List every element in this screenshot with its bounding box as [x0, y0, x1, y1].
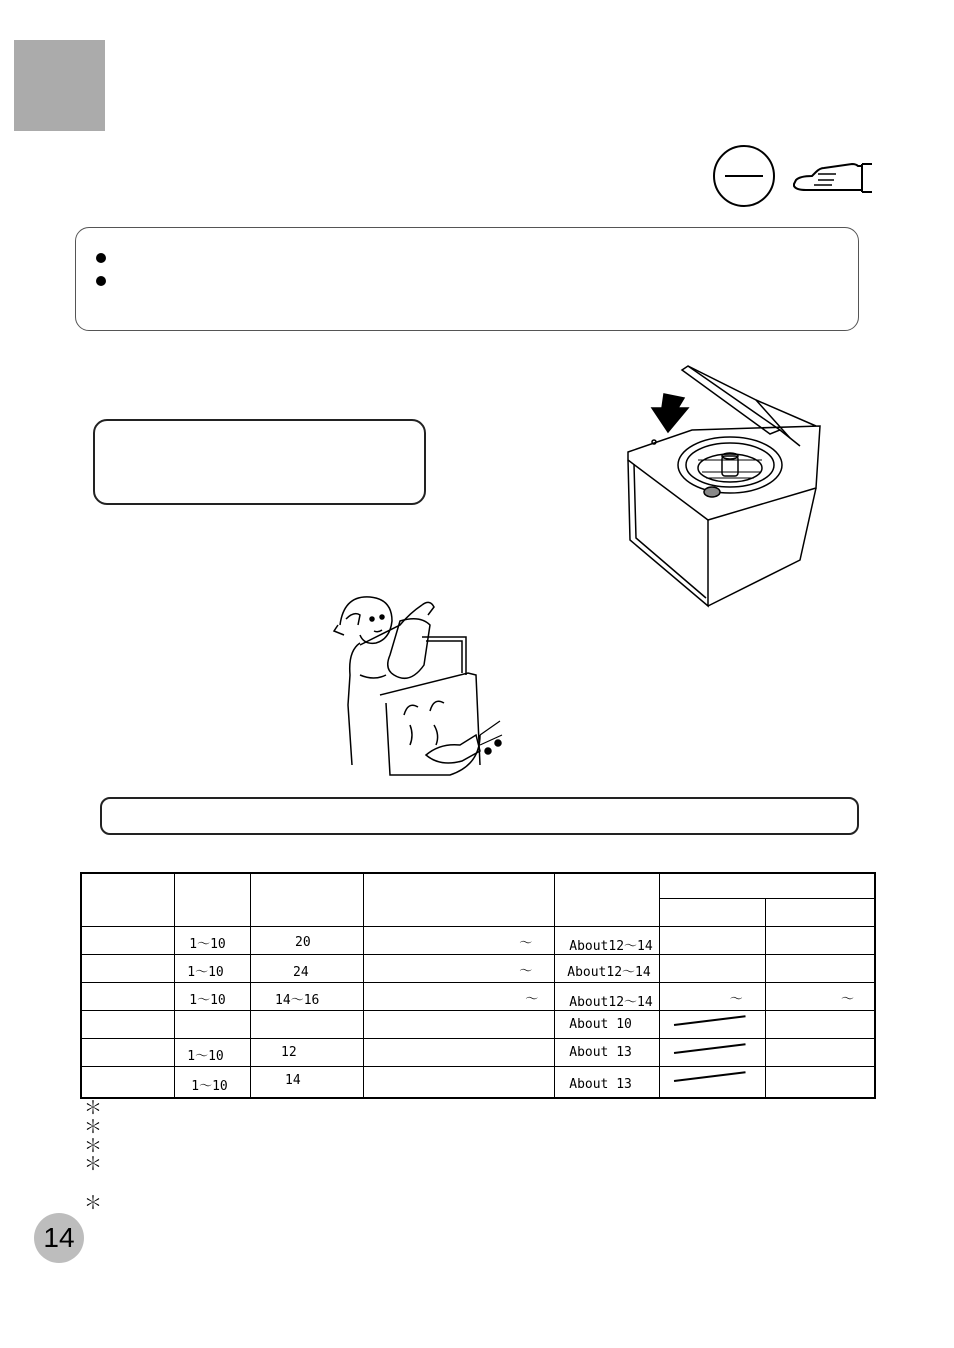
table-cell: 14	[285, 1073, 301, 1088]
table-row	[81, 955, 875, 983]
table-cell: 1～10	[187, 1049, 224, 1064]
table-cell: About 13	[569, 1077, 632, 1092]
table-cell: 1～10	[187, 965, 224, 980]
footnote-marker: ＊	[84, 1136, 102, 1157]
footnote-marker: ＊	[84, 1154, 102, 1175]
spec-table	[80, 872, 876, 1099]
page-number: 14	[34, 1213, 84, 1263]
table-row	[81, 927, 875, 955]
slash-mark	[674, 1015, 746, 1025]
pointing-hand-icon	[792, 158, 874, 196]
table-header-row	[81, 873, 875, 899]
section-color-block	[14, 40, 105, 131]
table-cell: ～	[519, 964, 533, 979]
table-cell: 24	[293, 965, 309, 980]
table-cell: ～	[840, 992, 854, 1007]
woman-washer-illustration	[330, 585, 510, 780]
table-cell: About 13	[569, 1045, 632, 1060]
table-cell: 1～10	[189, 993, 226, 1008]
table-cell: 1～10	[191, 1079, 228, 1094]
footnote-marker: ＊	[84, 1193, 102, 1214]
table-cell: About12～14	[569, 995, 653, 1010]
notice-box	[75, 227, 859, 331]
footnote-marker: ＊	[84, 1117, 102, 1138]
slash-mark	[674, 1043, 746, 1053]
step-circle-icon	[713, 145, 775, 207]
slash-mark	[674, 1071, 746, 1081]
table-row	[81, 1011, 875, 1039]
label-box	[93, 419, 426, 505]
table-row	[81, 983, 875, 1011]
table-cell: 12	[281, 1045, 297, 1060]
washer-illustration	[620, 360, 830, 610]
bullet-icon	[96, 276, 106, 286]
table-cell: ～	[525, 992, 539, 1007]
bullet-icon	[96, 253, 106, 263]
table-cell: ～	[729, 992, 743, 1007]
table-cell: About12～14	[567, 965, 651, 980]
section-banner	[100, 797, 859, 835]
table-cell: About 10	[569, 1017, 632, 1032]
table-cell: 20	[295, 935, 311, 950]
table-cell: About12～14	[569, 939, 653, 954]
table-row	[81, 1067, 875, 1099]
table-row	[81, 1039, 875, 1067]
table-cell: 1～10	[189, 937, 226, 952]
table-cell: 14～16	[275, 993, 320, 1008]
table-cell: ～	[519, 936, 533, 951]
footnote-marker: ＊	[84, 1098, 102, 1119]
